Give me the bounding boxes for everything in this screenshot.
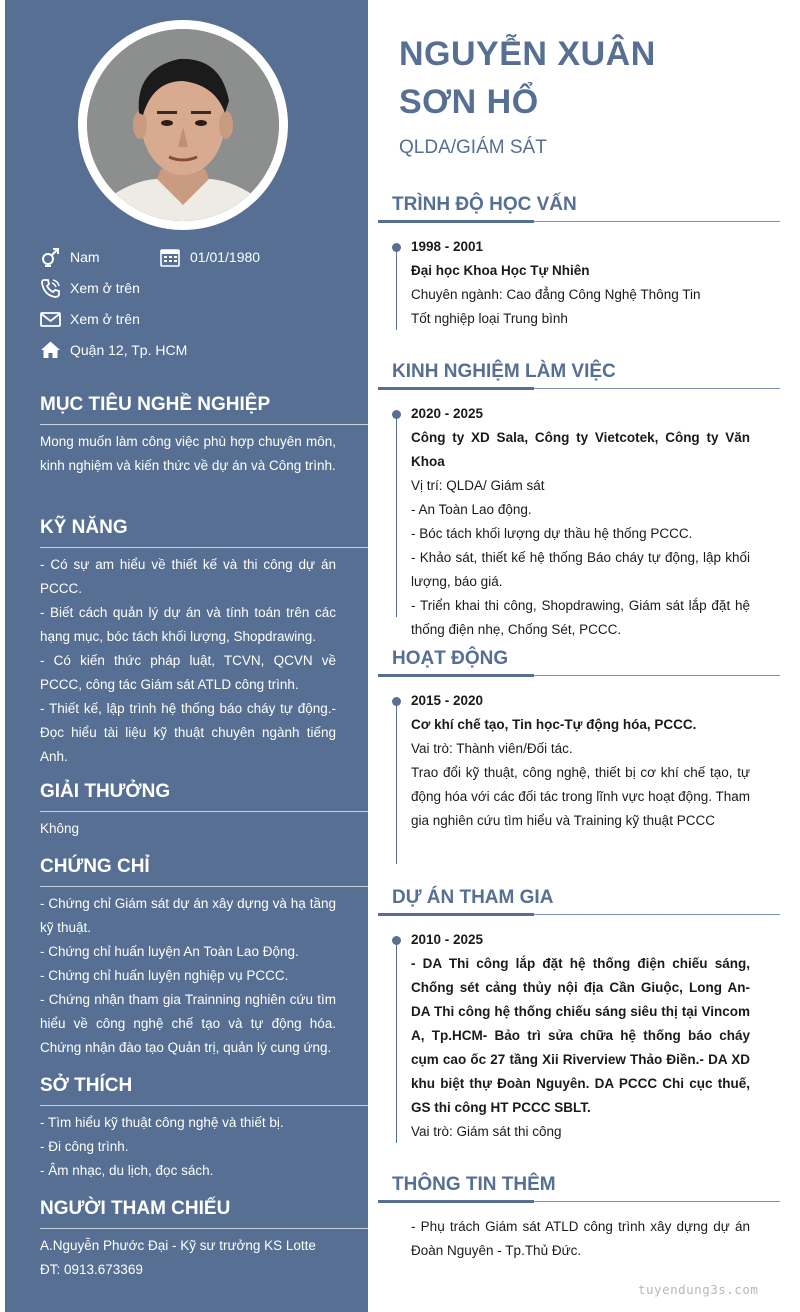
- projects-heading: DỰ ÁN THAM GIA: [392, 887, 554, 908]
- projects-summary: - DA Thi công lắp đặt hệ thống điện chiếu sáng, Chống sét cảng thủy nội địa Cần Giuộc, Long An- DA Thi công hệ thống chiếu sáng siêu thị tại Vincom A, Tp.HCM- Bảo trì sửa chữa hệ thống báo cháy cụm cao ốc 27 tầng Xii Riverview Thảo Điền.- DA XD khu biệt thự Đoàn Nguyên. DA PCCC Chi cục thuế, GS thi công HT PCCC SBLT.: [411, 956, 750, 1115]
- experience-divider: [378, 388, 780, 389]
- projects-role: Vai trò: Giám sát thi công: [411, 1124, 562, 1139]
- certificates-list: [40, 892, 336, 1060]
- experience-entry: [411, 402, 750, 642]
- experience-heading: KINH NGHIỆM LÀM VIỆC: [392, 361, 616, 382]
- reference-item: A.Nguyễn Phước Đại - Kỹ sư trưởng KS Lotte: [40, 1238, 316, 1253]
- calendar-icon: [160, 247, 182, 267]
- name-line: NGUYỄN XUÂN: [399, 35, 656, 73]
- experience-line: - Khảo sát, thiết kế hệ thống Báo cháy tự động, lập khối lượng, báo giá.: [411, 550, 750, 589]
- experience-company: Công ty XD Sala, Công ty Vietcotek, Công ty Văn Khoa: [411, 430, 750, 469]
- activities-divider: [378, 675, 780, 676]
- additional-heading: THÔNG TIN THÊM: [392, 1174, 556, 1195]
- hobby-item: - Âm nhạc, du lịch, đọc sách.: [40, 1163, 214, 1178]
- skills-heading: KỸ NĂNG: [40, 517, 128, 538]
- activities-heading: HOẠT ĐỘNG: [392, 648, 509, 669]
- activities-org: Cơ khí chế tạo, Tin học-Tự động hóa, PCCC.: [411, 717, 697, 732]
- education-heading: TRÌNH ĐỘ HỌC VẤN: [392, 194, 577, 215]
- skill-item: - Có kiến thức pháp luật, TCVN, QCVN về PCCC, công tác Giám sát ATLD công trình.: [40, 653, 336, 692]
- certificates-heading: CHỨNG CHỈ: [40, 856, 150, 877]
- timeline-line: [396, 250, 397, 330]
- education-school: Đại học Khoa Học Tự Nhiên: [411, 263, 590, 278]
- skill-item: - Có sự am hiểu về thiết kế và thi công dự án PCCC.: [40, 557, 336, 596]
- avatar: [87, 29, 279, 221]
- gender-icon: [40, 247, 62, 267]
- additional-text: - Phụ trách Giám sát ATLD công trình xây dựng dự án Đoàn Nguyên - Tp.Thủ Đức.: [411, 1219, 750, 1258]
- hobby-item: - Đi công trình.: [40, 1139, 129, 1154]
- hobbies-divider: [40, 1105, 368, 1106]
- hobbies-list: [40, 1111, 336, 1183]
- projects-period: 2010 - 2025: [411, 932, 484, 947]
- activities-entry: [411, 689, 750, 833]
- additional-divider: [378, 1201, 780, 1202]
- hobby-item: - Tìm hiểu kỹ thuật công nghệ và thiết bị.: [40, 1115, 284, 1130]
- phone-value: Xem ở trên: [70, 280, 140, 296]
- home-icon: [40, 340, 62, 360]
- references-divider: [40, 1228, 368, 1229]
- skills-list: [40, 553, 336, 769]
- skills-divider: [40, 547, 368, 548]
- objective-heading: MỤC TIÊU NGHỀ NGHIỆP: [40, 394, 271, 415]
- certificate-item: - Chứng chỉ huấn luyện An Toàn Lao Động.: [40, 944, 299, 959]
- birthday-value: 01/01/1980: [190, 249, 261, 265]
- projects-entry: [411, 928, 750, 1144]
- experience-line: Vị trí: QLDA/ Giám sát: [411, 478, 545, 493]
- activities-period: 2015 - 2020: [411, 693, 484, 708]
- experience-line: - An Toàn Lao động.: [411, 502, 532, 517]
- hobbies-heading: SỞ THÍCH: [40, 1075, 133, 1096]
- references-heading: NGƯỜI THAM CHIẾU: [40, 1198, 231, 1219]
- name-line: SƠN HỔ: [399, 83, 539, 121]
- timeline-line: [396, 704, 397, 864]
- education-period: 1998 - 2001: [411, 239, 484, 254]
- awards-heading: GIẢI THƯỞNG: [40, 781, 171, 802]
- education-line: Tốt nghiệp loại Trung bình: [411, 311, 568, 326]
- timeline-line: [396, 943, 397, 1143]
- candidate-name: [399, 30, 779, 126]
- education-entry: [411, 235, 750, 331]
- activities-line: Trao đổi kỹ thuật, công nghệ, thiết bị cơ khí chế tạo, tự động hóa với các đối tác trong lĩnh vực hoạt động. Tham gia nghiên cứu tìm hiểu và Training kỹ thuật PCCC: [411, 765, 750, 828]
- envelope-icon: [40, 309, 62, 329]
- awards-divider: [40, 811, 368, 812]
- avatar-frame: [78, 20, 288, 230]
- objective-divider: [40, 424, 368, 425]
- activities-line: Vai trò: Thành viên/Đối tác.: [411, 741, 573, 756]
- email-value: Xem ở trên: [70, 311, 140, 327]
- sidebar: [5, 0, 368, 1312]
- education-divider: [378, 221, 780, 222]
- experience-period: 2020 - 2025: [411, 406, 484, 421]
- awards-text: Không: [40, 821, 80, 836]
- certificate-item: - Chứng chỉ Giám sát dự án xây dựng và hạ tầng kỹ thuật.: [40, 896, 336, 935]
- skill-item: - Thiết kế, lập trình hệ thống báo cháy tự động.- Đọc hiểu tài liệu kỹ thuật chuyên ngành tiếng Anh.: [40, 701, 336, 764]
- projects-divider: [378, 914, 780, 915]
- experience-line: - Triển khai thi công, Shopdrawing, Giám sát lắp đặt hệ thống điện nhẹ, Chống Sét, PCCC.: [411, 598, 750, 637]
- reference-item: ĐT: 0913.673369: [40, 1262, 143, 1277]
- skill-item: - Biết cách quản lý dự án và tính toán trên các hạng mục, bóc tách khối lượng, Shopdrawing.: [40, 605, 336, 644]
- certificate-item: - Chứng chỉ huấn luyện nghiệp vụ PCCC.: [40, 968, 289, 983]
- references-list: [40, 1234, 336, 1282]
- phone-icon: [40, 278, 62, 298]
- address-value: Quận 12, Tp. HCM: [70, 342, 188, 358]
- watermark: tuyendung3s.com: [638, 1282, 759, 1297]
- gender-value: Nam: [70, 249, 100, 265]
- experience-line: - Bóc tách khối lượng dự thầu hệ thống PCCC.: [411, 526, 693, 541]
- education-line: Chuyên ngành: Cao đẳng Công Nghệ Thông Tin: [411, 287, 701, 302]
- candidate-position: QLDA/GIÁM SÁT: [399, 137, 547, 158]
- certificate-item: - Chứng nhận tham gia Trainning nghiên cứu tìm hiểu về công nghệ chế tạo và tự động hóa. Chứng nhận đào tạo Quản trị, quản lý cung ứng.: [40, 992, 336, 1055]
- portrait-illustration: [87, 29, 279, 221]
- timeline-line: [396, 417, 397, 617]
- objective-text: Mong muốn làm công việc phù hợp chuyên môn, kinh nghiệm và kiến thức về dự án và Công trình.: [40, 434, 336, 473]
- certificates-divider: [40, 886, 368, 887]
